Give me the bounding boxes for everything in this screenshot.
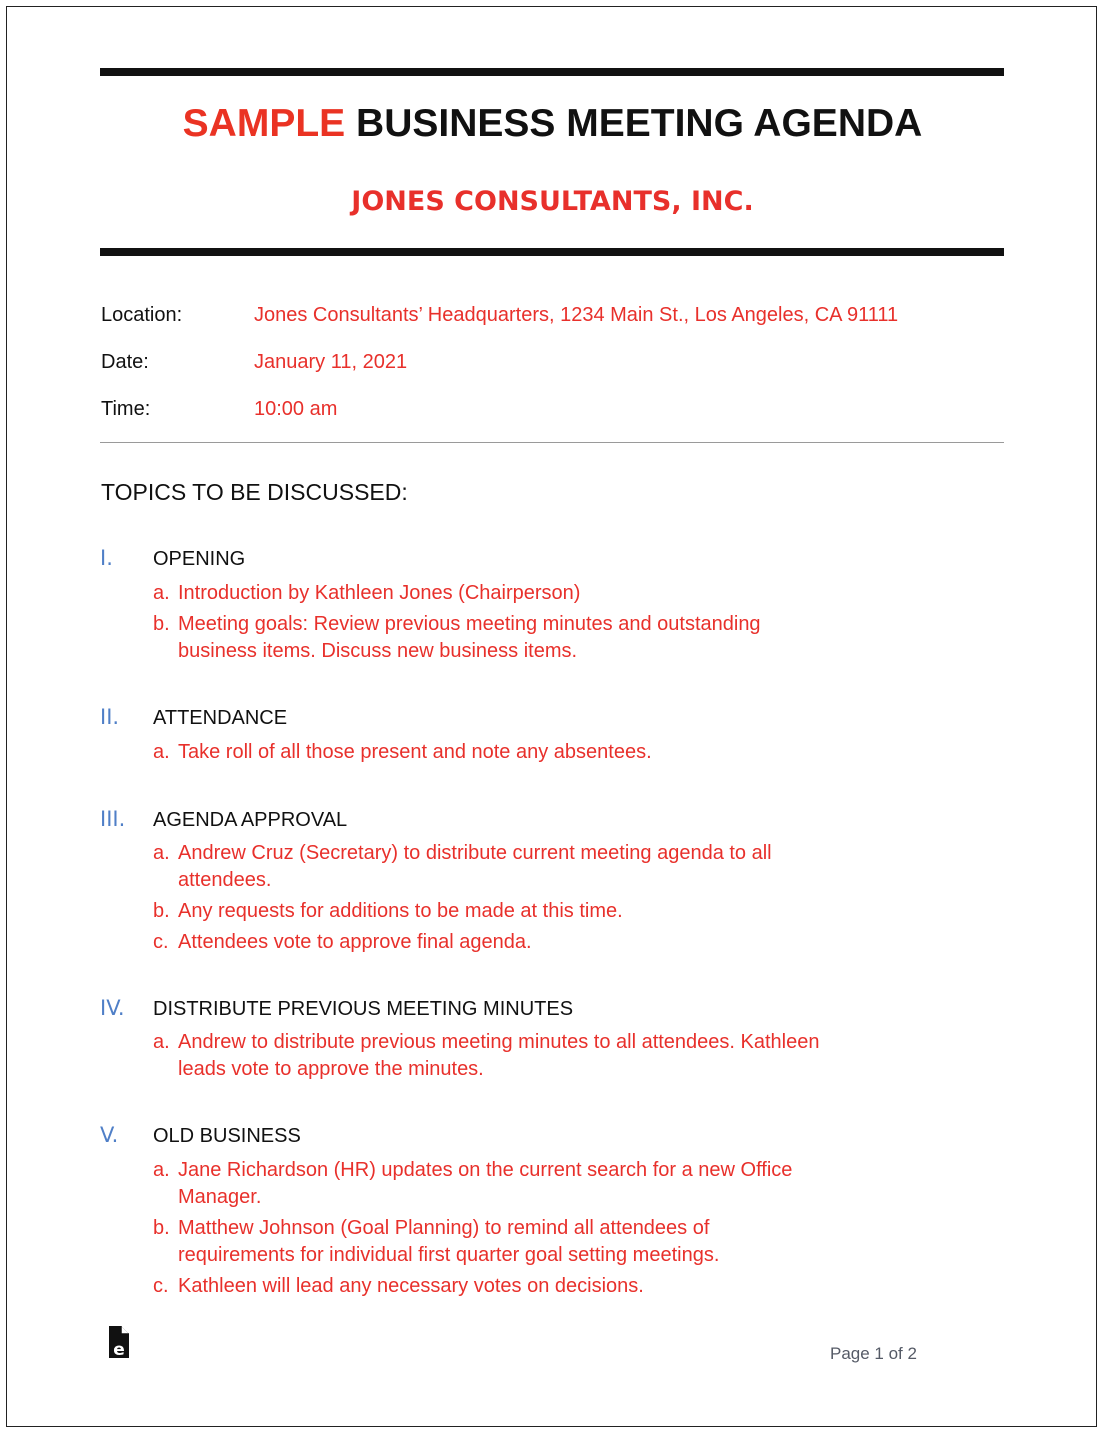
- svg-text:e: e: [113, 1340, 125, 1359]
- date-label: Date:: [101, 351, 149, 373]
- company-name: JONES CONSULTANTS, INC.: [351, 186, 754, 217]
- location-label: Location:: [101, 304, 183, 326]
- details-divider: [100, 442, 1004, 443]
- item-letter: a.: [153, 1159, 170, 1181]
- title-rest: BUSINESS MEETING AGENDA: [356, 102, 923, 145]
- date-value: January 11, 2021: [254, 351, 408, 373]
- header-bottom-rule: [100, 248, 1004, 256]
- agenda-item: Andrew to distribute previous meeting minutes to all attendees. Kathleen leads vote to approve the minutes.: [178, 1031, 820, 1080]
- time-value: 10:00 am: [254, 398, 338, 420]
- document-e-icon: [108, 1325, 130, 1359]
- item-letter: a.: [153, 741, 170, 763]
- item-letter: b.: [153, 613, 170, 635]
- agenda-item: Matthew Johnson (Goal Planning) to remind all attendees of requirements for individual first quarter goal setting meetings.: [178, 1217, 720, 1266]
- item-letter: a.: [153, 1031, 170, 1053]
- item-letter: b.: [153, 900, 170, 922]
- agenda-item: Attendees vote to approve final agenda.: [178, 931, 532, 953]
- section-numeral: V.: [100, 1123, 119, 1147]
- agenda-item: Jane Richardson (HR) updates on the current search for a new Office Manager.: [178, 1159, 793, 1208]
- item-letter: a.: [153, 582, 170, 604]
- document-title: [0, 100, 1105, 148]
- item-letter: b.: [153, 1217, 170, 1239]
- section-title-agenda-approval: AGENDA APPROVAL: [153, 809, 348, 831]
- agenda-item: Andrew Cruz (Secretary) to distribute current meeting agenda to all attendees.: [178, 842, 772, 891]
- agenda-item: Any requests for additions to be made at this time.: [178, 900, 623, 922]
- section-title-attendance: ATTENDANCE: [153, 707, 288, 729]
- item-letter: c.: [153, 1275, 169, 1297]
- section-numeral: III.: [100, 807, 126, 831]
- agenda-item: Kathleen will lead any necessary votes on decisions.: [178, 1275, 644, 1297]
- agenda-item: Introduction by Kathleen Jones (Chairperson): [178, 582, 581, 604]
- title-accent: SAMPLE: [182, 102, 346, 145]
- section-title-old-business: OLD BUSINESS: [153, 1125, 301, 1147]
- section-numeral: II.: [100, 705, 120, 729]
- section-title-opening: OPENING: [153, 548, 246, 570]
- time-label: Time:: [101, 398, 151, 420]
- item-letter: a.: [153, 842, 170, 864]
- agenda-item: Meeting goals: Review previous meeting minutes and outstanding business items. Discuss new business items.: [178, 613, 761, 662]
- top-rule: [100, 68, 1004, 76]
- agenda-item: Take roll of all those present and note any absentees.: [178, 741, 652, 763]
- page-number: Page 1 of 2: [830, 1344, 917, 1363]
- section-numeral: IV.: [100, 996, 125, 1020]
- section-numeral: I.: [100, 546, 113, 570]
- location-value: Jones Consultants’ Headquarters, 1234 Main St., Los Angeles, CA 91111: [254, 304, 899, 326]
- topics-heading: TOPICS TO BE DISCUSSED:: [101, 479, 408, 505]
- section-title-previous-minutes: DISTRIBUTE PREVIOUS MEETING MINUTES: [153, 998, 574, 1020]
- item-letter: c.: [153, 931, 169, 953]
